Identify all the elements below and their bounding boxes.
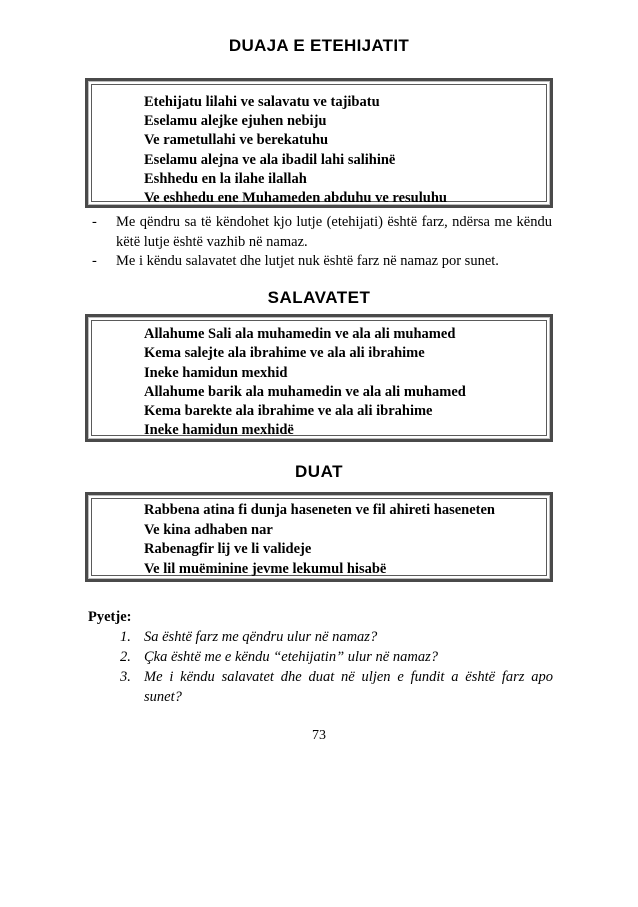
prayer-line: Rabbena atina fi dunja haseneten ve fil ahireti haseneten bbox=[144, 502, 495, 518]
salavatet-lines bbox=[144, 325, 466, 441]
note-item bbox=[92, 252, 552, 272]
prayer-line: Ineke hamidun mexhidë bbox=[144, 422, 294, 439]
prayer-line: Ve lil muëminine jevme lekumul hisabë bbox=[144, 560, 387, 577]
prayer-line: Ineke hamidun mexhid bbox=[144, 364, 288, 381]
prayer-line: Etehijatu lilahi ve salavatu ve tajibatu bbox=[144, 94, 380, 110]
dash-marker: - bbox=[92, 253, 97, 269]
page-number: 73 bbox=[312, 728, 326, 743]
question-text: Çka është me e këndu “etehijatin” ulur në namaz? bbox=[144, 649, 438, 665]
note-text: Me qëndru sa të këndohet kjo lutje (etehijati) është farz, ndërsa me këndu këtë lutje është vazhib në namaz. bbox=[116, 214, 552, 250]
question-item bbox=[120, 647, 553, 667]
question-text: Me i këndu salavatet dhe duat në uljen e fundit a është farz apo sunet? bbox=[144, 669, 553, 705]
section-title-tahiyyat: DUAJA E ETEHIJATIT bbox=[228, 36, 410, 55]
tahiyyat-lines bbox=[144, 93, 447, 208]
question-number: 2. bbox=[120, 649, 131, 665]
dash-marker: - bbox=[92, 214, 97, 230]
question-item bbox=[120, 627, 553, 647]
prayer-line: Ve rametullahi ve berekatuhu bbox=[144, 132, 329, 149]
tahiyyat-prayer-box bbox=[85, 78, 553, 208]
prayer-line: Allahume barik ala muhamedin ve ala ali muhamed bbox=[144, 383, 466, 400]
prayer-line: Ve kina adhaben nar bbox=[144, 521, 273, 538]
section-title-salavatet: SALAVATET bbox=[267, 288, 371, 307]
questions-list bbox=[120, 627, 553, 707]
question-number: 1. bbox=[120, 629, 131, 645]
duat-lines bbox=[144, 501, 495, 579]
notes-list bbox=[92, 213, 552, 272]
note-text: Me i këndu salavatet dhe lutjet nuk është farz në namaz por sunet. bbox=[116, 253, 499, 269]
note-item bbox=[92, 213, 552, 252]
prayer-line: Kema salejte ala ibrahime ve ala ali ibrahime bbox=[144, 345, 425, 362]
prayer-line: Ve eshhedu ene Muhameden abduhu ve resuluhu bbox=[144, 190, 447, 207]
question-number: 3. bbox=[120, 669, 131, 685]
duat-prayer-box bbox=[85, 492, 553, 582]
salavatet-prayer-box bbox=[85, 314, 553, 442]
questions-title: Pyetje: bbox=[88, 609, 132, 625]
question-item bbox=[120, 667, 553, 707]
section-title-duat: DUAT bbox=[295, 462, 343, 481]
prayer-line: Rabenagfir lij ve li valideje bbox=[144, 541, 312, 558]
prayer-line: Allahume Sali ala muhamedin ve ala ali muhamed bbox=[144, 326, 456, 342]
prayer-line: Eselamu alejna ve ala ibadil lahi salihinë bbox=[144, 151, 396, 168]
prayer-line: Eshhedu en la ilahe ilallah bbox=[144, 170, 307, 187]
prayer-line: Kema barekte ala ibrahime ve ala ali ibrahime bbox=[144, 403, 433, 420]
prayer-line: Eselamu alejke ejuhen nebiju bbox=[144, 113, 327, 130]
question-text: Sa është farz me qëndru ulur në namaz? bbox=[144, 629, 378, 645]
